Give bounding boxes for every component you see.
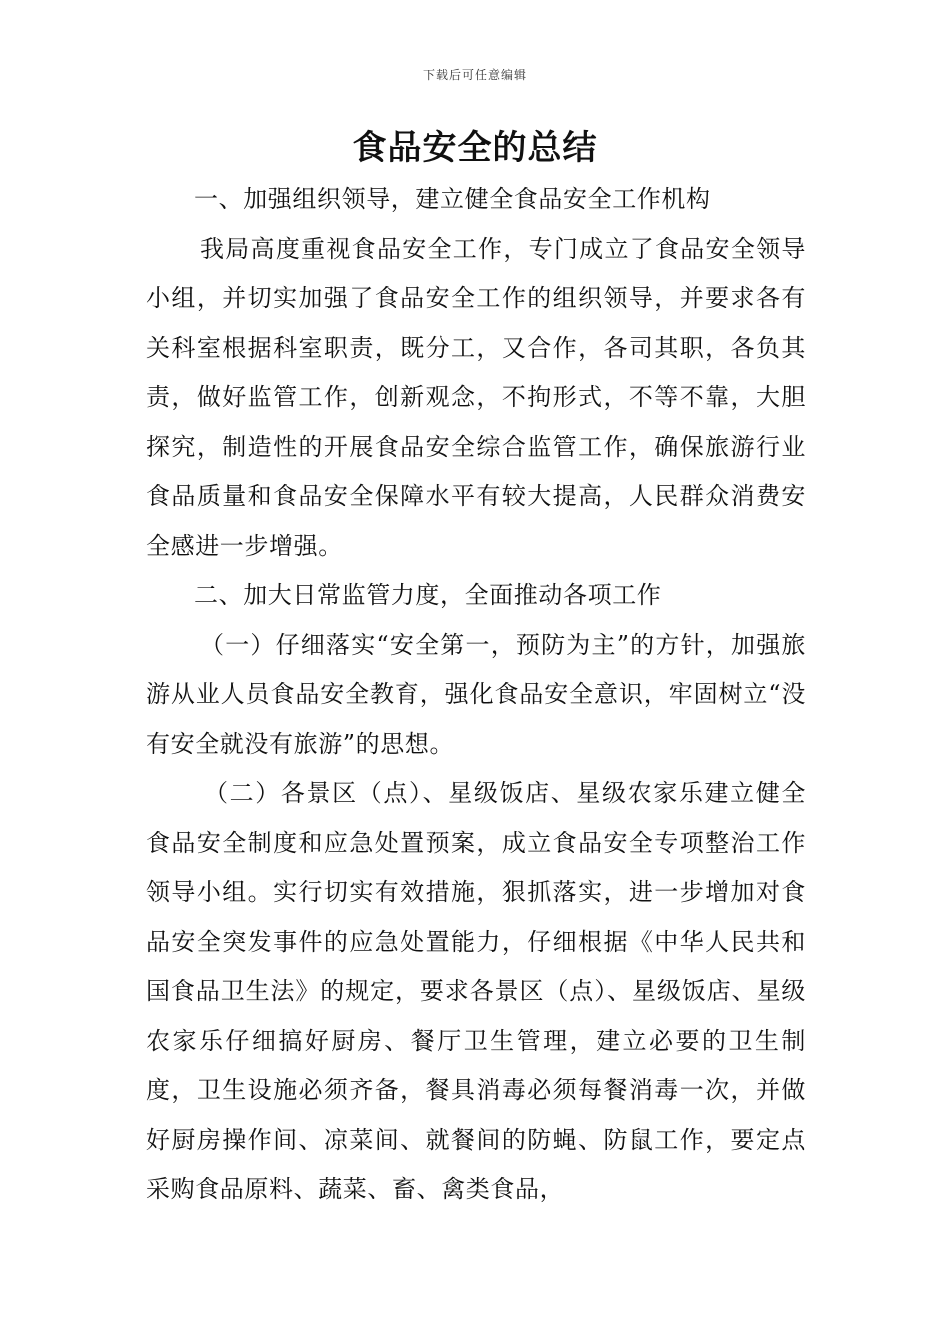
section-heading-1: 一、加强组织领导，建立健全食品安全工作机构 (194, 185, 711, 213)
document-body (146, 175, 806, 1215)
paragraph-2: （一）仔细落实“安全第一，预防为主”的方针，加强旅游从业人员食品安全教育，强化食品安全意识，牢固树立“没有安全就没有旅游”的思想。 (146, 630, 806, 758)
section-heading-2: 二、加大日常监管力度，全面推动各项工作 (194, 581, 662, 609)
paragraph-3: （二）各景区（点）、星级饭店、星级农家乐建立健全食品安全制度和应急处置预案，成立食品安全专项整治工作领导小组。实行切实有效措施，狠抓落实，进一步增加对食品安全突发事件的应急处置能力，仔细根据《中华人民共和国食品卫生法》的规定，要求各景区（点）、星级饭店、星级农家乐仔细搞好厨房、餐厅卫生管理，建立必要的卫生制度，卫生设施必须齐备，餐具消毒必须每餐消毒一次，并做好厨房操作间、凉菜间、就餐间的防蝇、防鼠工作，要定点采购食品原料、蔬菜、畜、禽类食品， (146, 779, 806, 1203)
header-note: 下载后可任意编辑 (422, 68, 527, 82)
paragraph-1: 我局高度重视食品安全工作，专门成立了食品安全领导小组，并切实加强了食品安全工作的组织领导，并要求各有关科室根据科室职责，既分工，又合作，各司其职，各负其责，做好监管工作，创新观念，不拘形式，不等不靠，大胆探究，制造性的开展食品安全综合监管工作，确保旅游行业食品质量和食品安全保障水平有较大提高，人民群众消费安全感进一步增强。 (146, 234, 806, 560)
document-title: 食品安全的总结 (352, 128, 598, 168)
